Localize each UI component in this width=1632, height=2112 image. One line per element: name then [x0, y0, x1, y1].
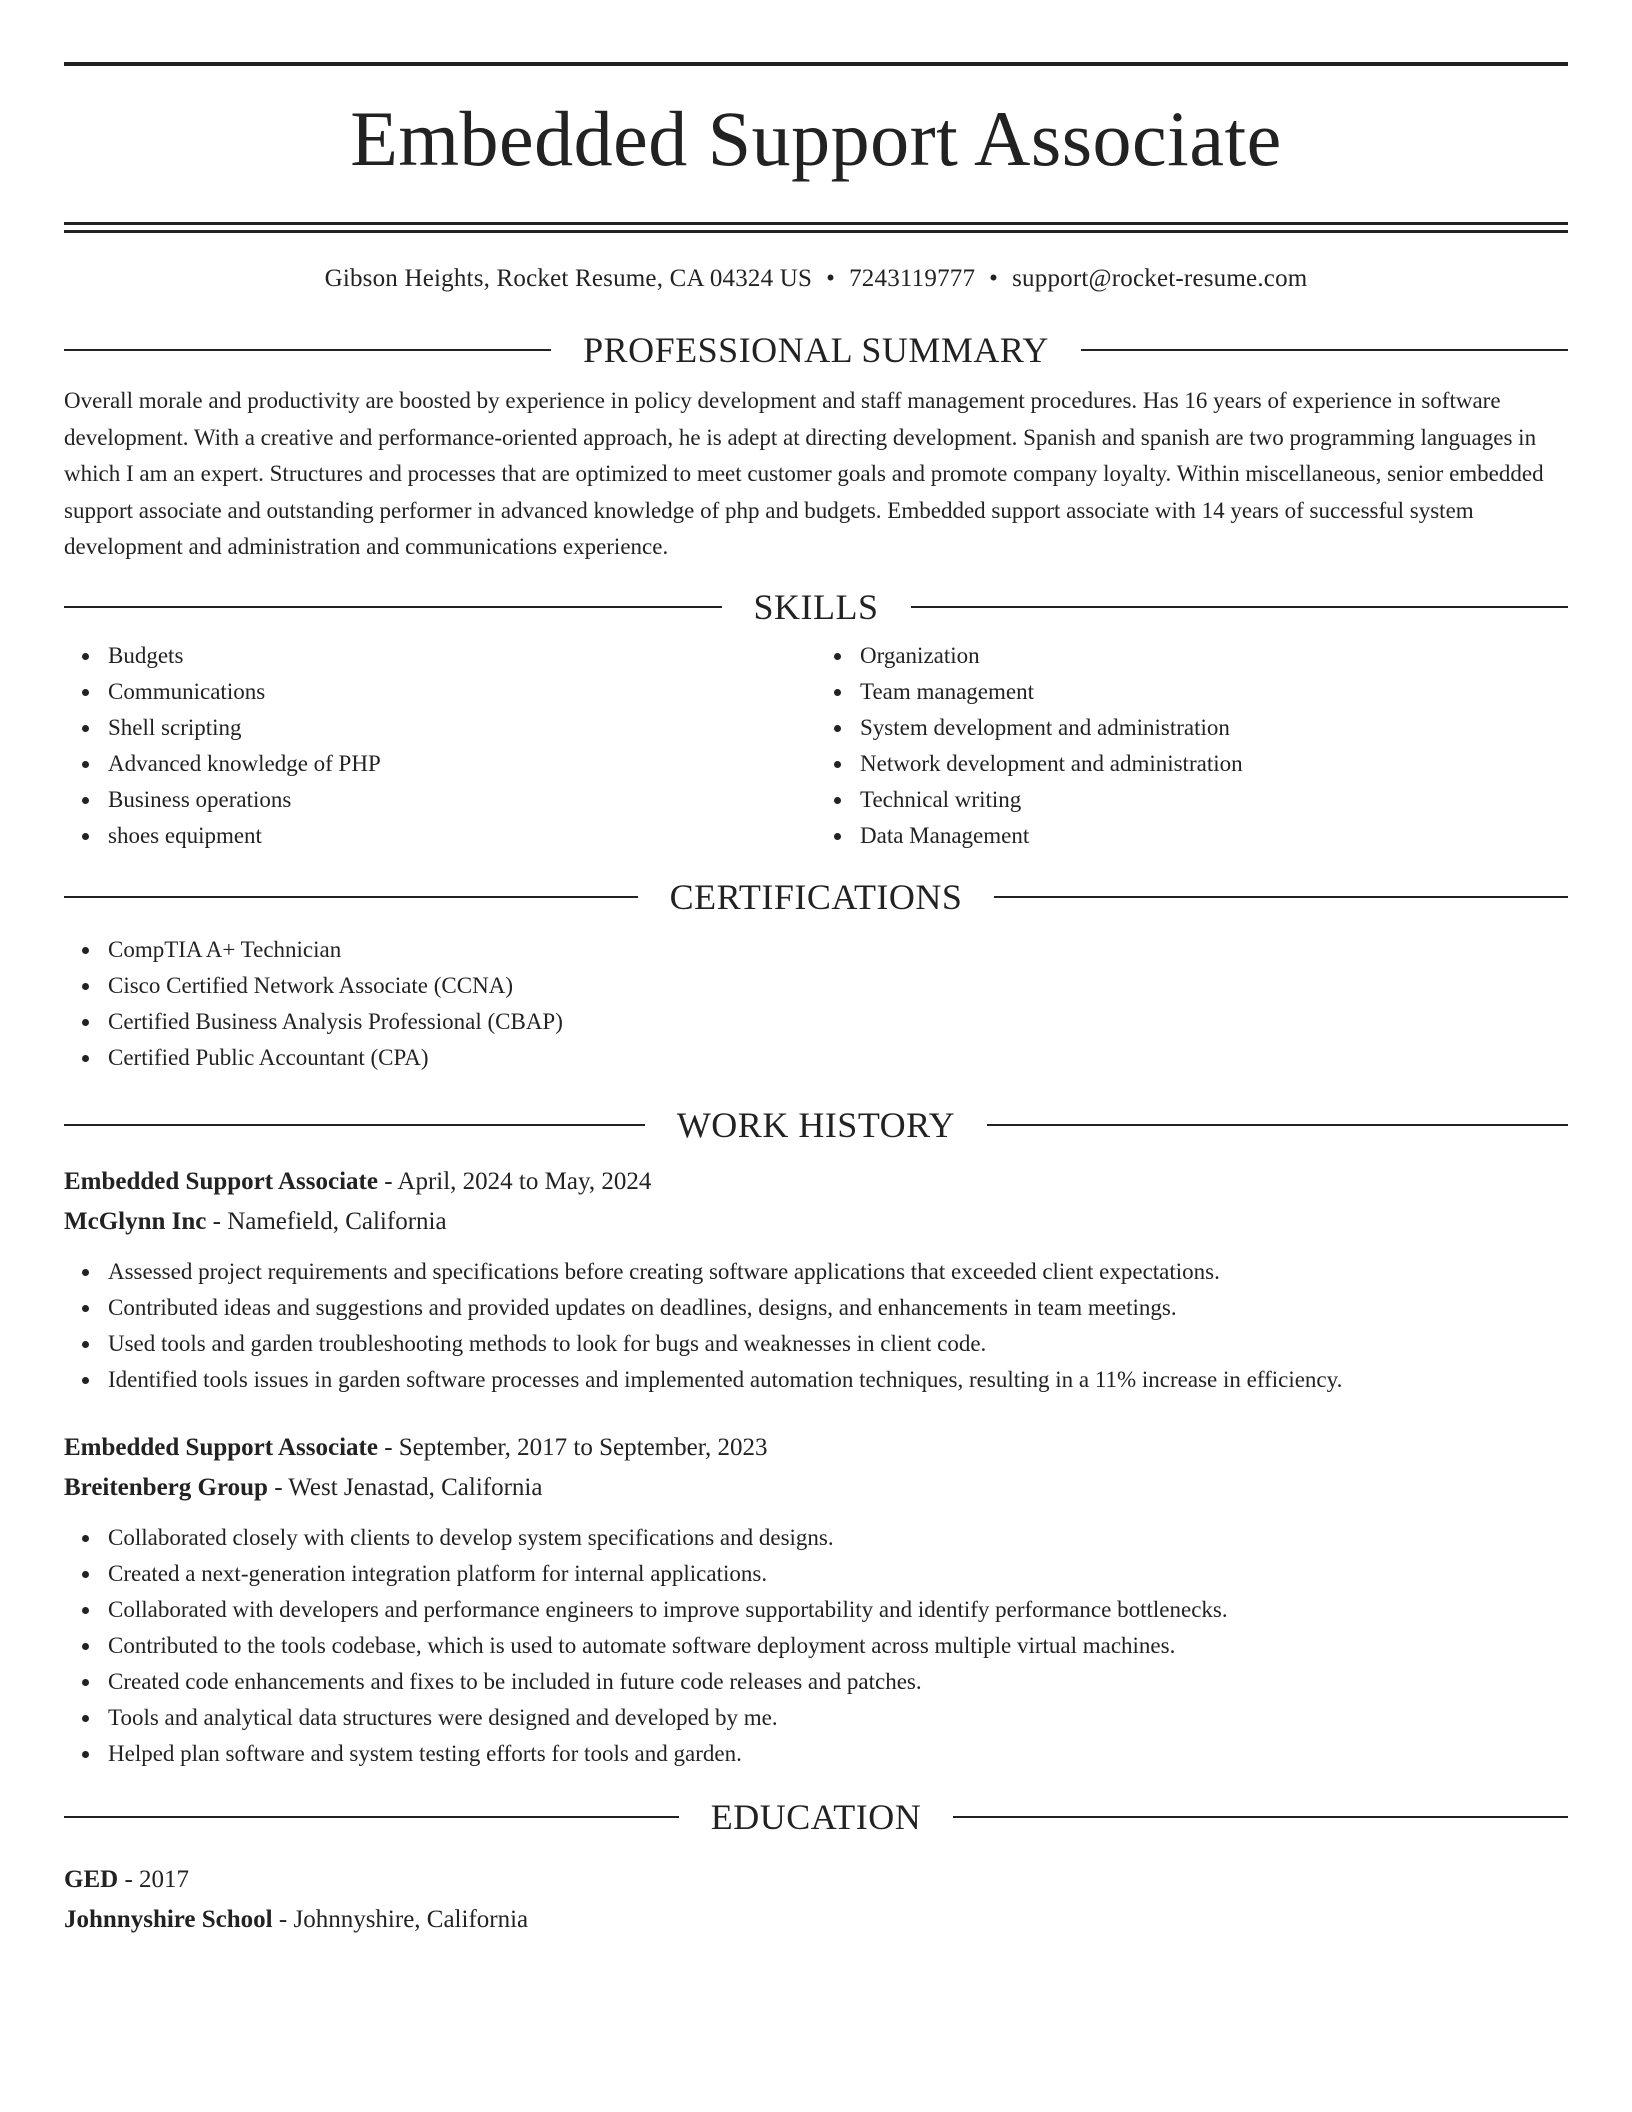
- heading-rule: [911, 606, 1569, 608]
- heading-rule: [953, 1816, 1568, 1818]
- skills-column-right: [816, 638, 1568, 854]
- certification-item: Certified Business Analysis Professional (CBAP): [108, 1004, 1568, 1040]
- contact-line: [64, 261, 1568, 297]
- job-bullet: Tools and analytical data structures were designed and developed by me.: [108, 1700, 1568, 1736]
- job-bullet: Contributed ideas and suggestions and provided updates on deadlines, designs, and enhancements in team meetings.: [108, 1290, 1568, 1326]
- certification-item: Certified Public Accountant (CPA): [108, 1040, 1568, 1076]
- title-double-rule: [64, 222, 1568, 233]
- job-location: - Namefield, California: [206, 1207, 447, 1235]
- section-heading-work-history: [64, 1102, 1568, 1148]
- job-bullet: Collaborated closely with clients to develop system specifications and designs.: [108, 1520, 1568, 1556]
- education-year: - 2017: [118, 1865, 190, 1893]
- job-bullet: Identified tools issues in garden software processes and implemented automation techniques, resulting in a 11% increase in efficiency.: [108, 1362, 1568, 1398]
- resume-title: Embedded Support Associate: [350, 95, 1282, 182]
- work-entry: [64, 1162, 1568, 1398]
- skill-item: Organization: [860, 638, 1568, 674]
- job-location: - West Jenastad, California: [267, 1473, 543, 1501]
- heading-rule: [994, 896, 1568, 898]
- job-dates: - April, 2024 to May, 2024: [377, 1167, 652, 1195]
- certification-item: CompTIA A+ Technician: [108, 932, 1568, 968]
- job-bullets: [64, 1520, 1568, 1772]
- education-entry: [64, 1860, 1568, 1940]
- heading-rule: [1081, 349, 1568, 351]
- heading-rule: [64, 349, 551, 351]
- job-title: Embedded Support Associate: [64, 1433, 378, 1461]
- skill-item: Budgets: [108, 638, 816, 674]
- job-bullet: Created a next-generation integration platform for internal applications.: [108, 1556, 1568, 1592]
- education-school: Johnnyshire School: [64, 1905, 273, 1933]
- skill-item: Data Management: [860, 818, 1568, 854]
- contact-separator: •: [826, 265, 836, 292]
- contact-address: Gibson Heights, Rocket Resume, CA 04324 US: [324, 265, 813, 292]
- skill-item: Business operations: [108, 782, 816, 818]
- heading-rule: [987, 1124, 1568, 1126]
- job-bullet: Created code enhancements and fixes to be included in future code releases and patches.: [108, 1664, 1568, 1700]
- contact-phone: 7243119777: [849, 265, 976, 292]
- heading-label: EDUCATION: [710, 1796, 922, 1837]
- education-school-line: [64, 1900, 1568, 1940]
- job-bullet: Used tools and garden troubleshooting methods to look for bugs and weaknesses in client code.: [108, 1326, 1568, 1362]
- top-rule: [64, 62, 1568, 66]
- job-title: Embedded Support Associate: [64, 1167, 378, 1195]
- skill-item: Advanced knowledge of PHP: [108, 746, 816, 782]
- certification-item: Cisco Certified Network Associate (CCNA): [108, 968, 1568, 1004]
- education-degree: GED: [64, 1865, 119, 1893]
- contact-separator: •: [989, 265, 999, 292]
- job-title-line: [64, 1162, 1568, 1202]
- job-bullet: Collaborated with developers and performance engineers to improve supportability and identify performance bottlenecks.: [108, 1592, 1568, 1628]
- job-bullets: [64, 1254, 1568, 1398]
- job-company: McGlynn Inc: [64, 1207, 207, 1235]
- heading-label: SKILLS: [753, 586, 879, 627]
- section-heading-certifications: [64, 874, 1568, 920]
- certifications-list: [64, 932, 1568, 1076]
- heading-label: CERTIFICATIONS: [669, 876, 963, 917]
- job-company-line: [64, 1202, 1568, 1242]
- education-degree-line: [64, 1860, 1568, 1900]
- skill-item: Communications: [108, 674, 816, 710]
- skill-item: System development and administration: [860, 710, 1568, 746]
- job-bullet: Assessed project requirements and specifications before creating software applications that exceeded client expectations.: [108, 1254, 1568, 1290]
- skill-item: Technical writing: [860, 782, 1568, 818]
- heading-label: WORK HISTORY: [676, 1104, 956, 1145]
- section-heading-education: [64, 1794, 1568, 1840]
- heading-rule: [64, 896, 638, 898]
- skill-item: Team management: [860, 674, 1568, 710]
- heading-rule: [64, 606, 722, 608]
- work-entry: [64, 1428, 1568, 1772]
- heading-rule: [64, 1816, 679, 1818]
- skills-list: [64, 638, 1568, 854]
- job-title-line: [64, 1428, 1568, 1468]
- section-heading-summary: [64, 327, 1568, 373]
- summary-text: Overall morale and productivity are boosted by experience in policy development and staff management procedures. Has 16 years of experience in software development. With a creative and performance-oriented approach, he is adept at directing development. Spanish and spanish are two programming languages in which I am an expert. Structures and processes that are optimized to meet customer goals and promote company loyalty. Within miscellaneous, senior embedded support associate and outstanding performer in advanced knowledge of php and budgets. Embedded support associate with 14 years of successful system development and administration and communications experience.: [64, 388, 1544, 559]
- skill-item: Network development and administration: [860, 746, 1568, 782]
- skill-item: shoes equipment: [108, 818, 816, 854]
- section-heading-skills: [64, 584, 1568, 630]
- heading-rule: [64, 1124, 645, 1126]
- job-dates: - September, 2017 to September, 2023: [377, 1433, 768, 1461]
- skills-column-left: [64, 638, 816, 854]
- job-bullet: Helped plan software and system testing efforts for tools and garden.: [108, 1736, 1568, 1772]
- contact-email: support@rocket-resume.com: [1012, 265, 1308, 292]
- job-company-line: [64, 1468, 1568, 1508]
- education-location: - Johnnyshire, California: [272, 1905, 529, 1933]
- heading-label: PROFESSIONAL SUMMARY: [583, 330, 1049, 370]
- job-company: Breitenberg Group: [64, 1473, 268, 1501]
- skill-item: Shell scripting: [108, 710, 816, 746]
- job-bullet: Contributed to the tools codebase, which is used to automate software deployment across multiple virtual machines.: [108, 1628, 1568, 1664]
